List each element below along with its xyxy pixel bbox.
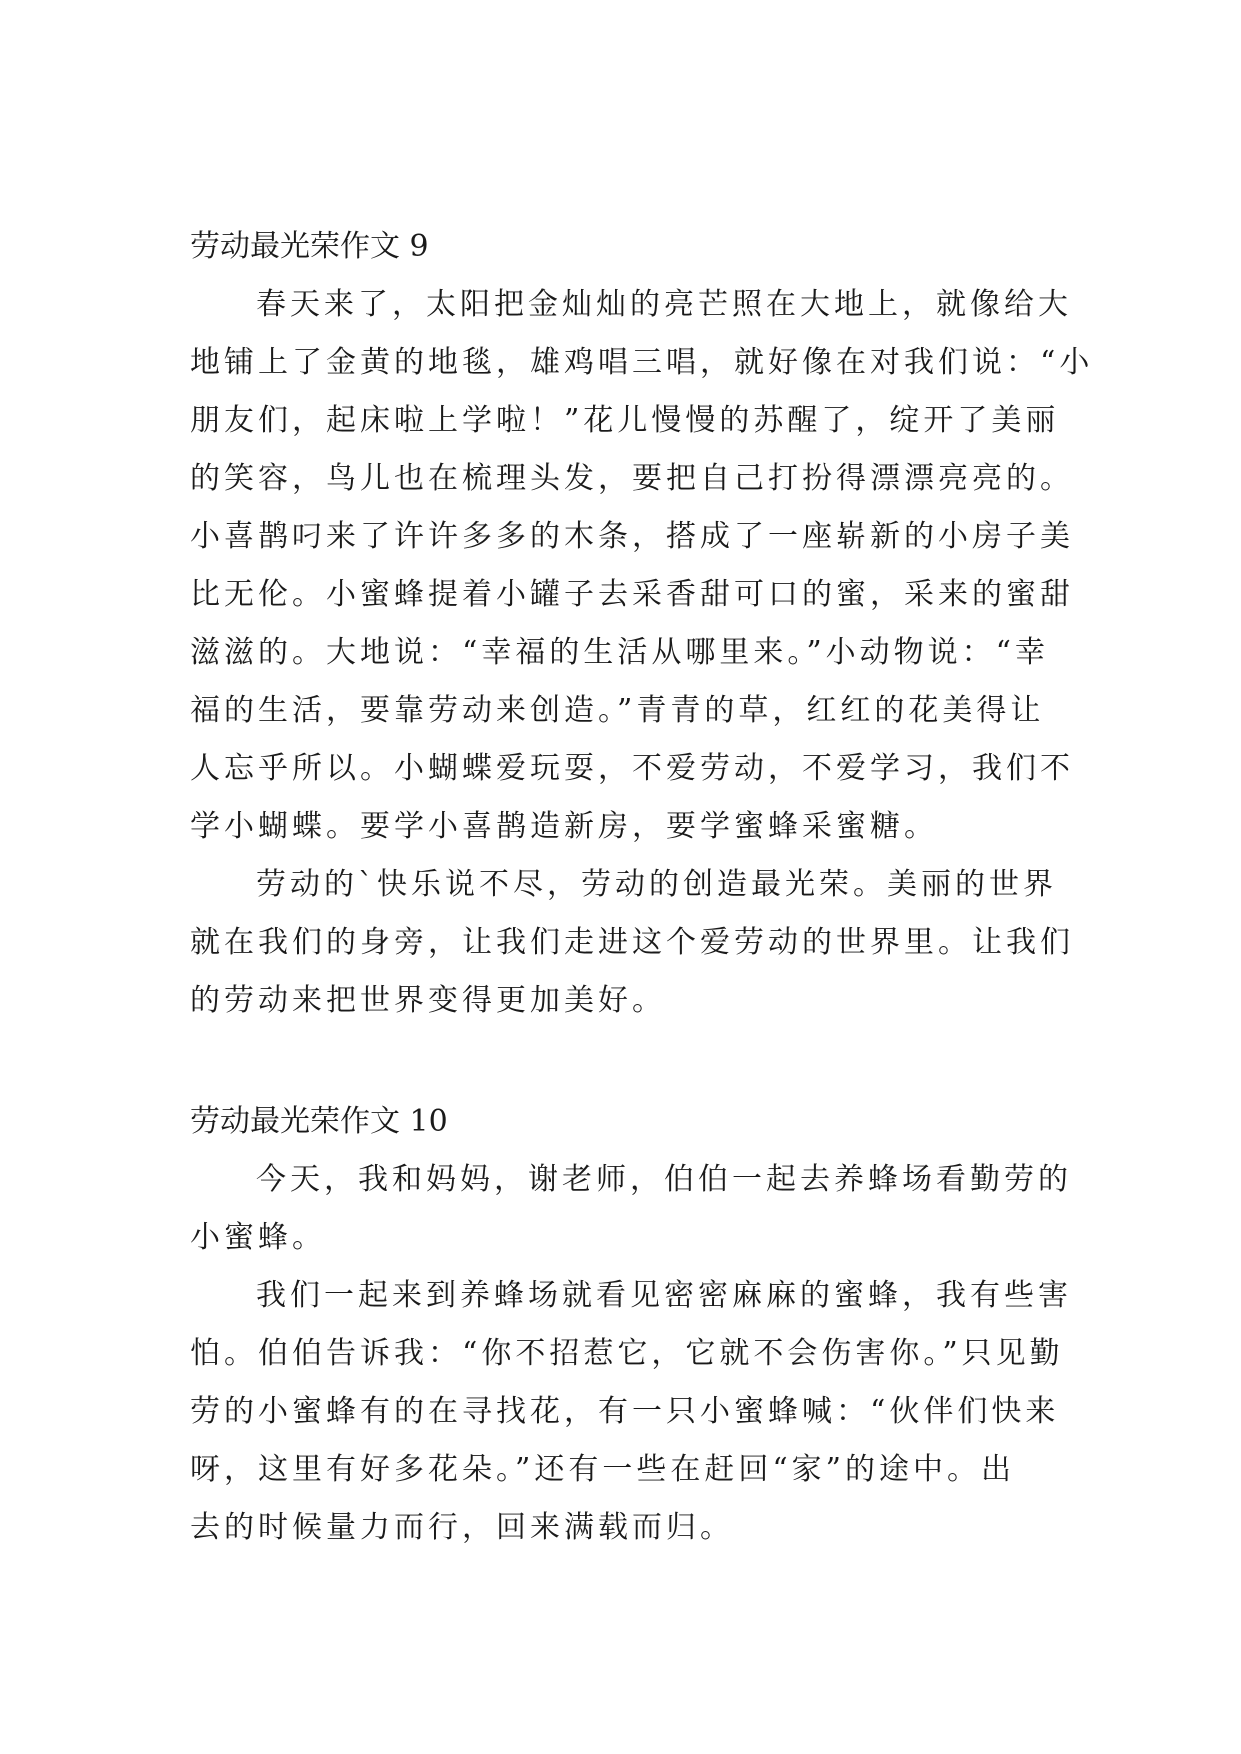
essay-title: 劳动最光荣作文 9 bbox=[190, 229, 429, 264]
text-line: 的笑容，鸟儿也在梳理头发，要把自己打扮得漂漂亮亮的。 bbox=[190, 461, 1074, 496]
text-line: 劳的小蜜蜂有的在寻找花，有一只小蜜蜂喊：“伙伴们快来 bbox=[190, 1394, 1060, 1429]
text-line: 小蜜蜂。 bbox=[190, 1220, 326, 1255]
paragraph bbox=[190, 276, 1094, 856]
text-line: 去的时候量力而行，回来满载而归。 bbox=[190, 1510, 734, 1545]
text-line: 就在我们的身旁，让我们走进这个爱劳动的世界里。让我们 bbox=[190, 925, 1074, 960]
text-line: 福的生活，要靠劳动来创造。”青青的草，红红的花美得让 bbox=[190, 693, 1045, 728]
paragraph bbox=[190, 1151, 1070, 1267]
text-line: 怕。伯伯告诉我：“你不招惹它，它就不会伤害你。”只见勤 bbox=[190, 1336, 1064, 1371]
text-line: 劳动的`快乐说不尽，劳动的创造最光荣。美丽的世界 bbox=[256, 867, 1057, 902]
essay-title: 劳动最光荣作文 10 bbox=[190, 1104, 448, 1139]
text-line: 我们一起来到养蜂场就看见密密麻麻的蜜蜂，我有些害 bbox=[256, 1278, 1072, 1313]
text-line: 今天，我和妈妈，谢老师，伯伯一起去养蜂场看勤劳的 bbox=[256, 1162, 1072, 1197]
text-line: 朋友们，起床啦上学啦！”花儿慢慢的苏醒了，绽开了美丽 bbox=[190, 403, 1060, 438]
paragraph bbox=[190, 856, 1074, 1030]
text-line: 比无伦。小蜜蜂提着小罐子去采香甜可口的蜜，采来的蜜甜 bbox=[190, 577, 1074, 612]
text-line: 人忘乎所以。小蝴蝶爱玩耍，不爱劳动，不爱学习，我们不 bbox=[190, 751, 1074, 786]
text-line: 地铺上了金黄的地毯，雄鸡唱三唱，就好像在对我们说：“小 bbox=[190, 345, 1094, 380]
text-line: 学小蝴蝶。要学小喜鹊造新房，要学蜜蜂采蜜糖。 bbox=[190, 809, 938, 844]
text-line: 的劳动来把世界变得更加美好。 bbox=[190, 983, 666, 1018]
text-line: 春天来了，太阳把金灿灿的亮芒照在大地上，就像给大 bbox=[256, 287, 1072, 322]
essay-section-10 bbox=[190, 1093, 1070, 1557]
paragraph bbox=[190, 1267, 1070, 1557]
text-line: 滋滋的。大地说：“幸福的生活从哪里来。”小动物说：“幸 bbox=[190, 635, 1050, 670]
essay-section-9 bbox=[190, 218, 1094, 1030]
text-line: 呀，这里有好多花朵。”还有一些在赶回“家”的途中。出 bbox=[190, 1452, 1016, 1487]
text-line: 小喜鹊叼来了许许多多的木条，搭成了一座崭新的小房子美 bbox=[190, 519, 1074, 554]
